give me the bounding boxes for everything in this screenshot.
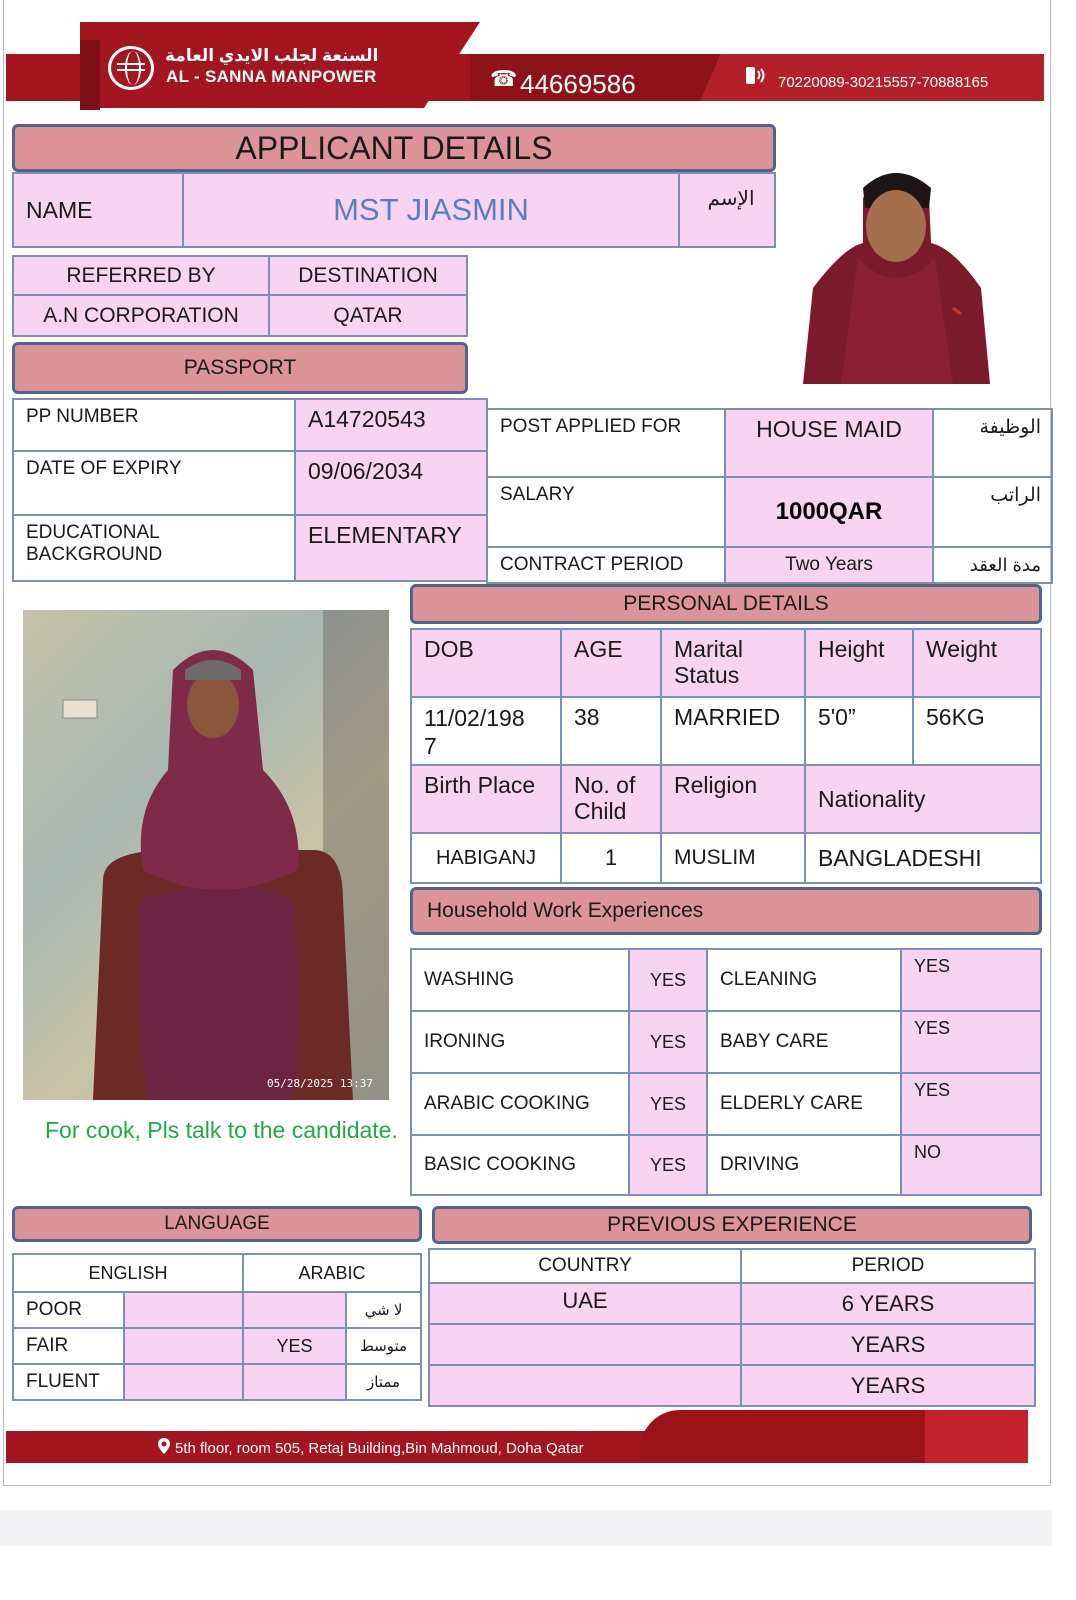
cooking-note: For cook, Pls talk to the candidate. <box>45 1117 398 1143</box>
personal-details-heading <box>410 584 1042 624</box>
alternate-phone-numbers: 70220089-30215557-70888165 <box>778 74 989 91</box>
poor-arabic <box>242 1291 347 1329</box>
language-heading <box>12 1206 422 1242</box>
pp-number-value: A14720543 <box>294 398 488 452</box>
previous-experience-heading <box>432 1206 1032 1244</box>
name-label-arabic: الإسم <box>707 188 755 210</box>
salary-label-arabic: الراتب <box>932 476 1053 548</box>
weight-header: Weight <box>912 628 1042 698</box>
dob-value <box>410 696 562 766</box>
language-title: LANGUAGE <box>164 1213 270 1234</box>
religion-value: MUSLIM <box>660 832 806 884</box>
elderly-care-answer: YES <box>900 1072 1042 1136</box>
age-value: 38 <box>560 696 662 766</box>
referred-by-value: A.N CORPORATION <box>12 294 270 337</box>
fluent-label-arabic: ممتاز <box>345 1363 422 1401</box>
applicant-full-length-photo <box>23 610 389 1100</box>
date-of-expiry-label: DATE OF EXPIRY <box>12 450 296 516</box>
no-of-child-header <box>560 764 662 834</box>
ironing-label: IRONING <box>410 1010 630 1074</box>
company-name: AL - SANNA MANPOWER <box>166 67 377 86</box>
applicant-details-title: APPLICANT DETAILS <box>235 129 553 166</box>
header-accent <box>80 40 100 110</box>
contract-label-arabic: مدة العقد <box>932 546 1053 584</box>
contract-period-value: Two Years <box>724 546 934 584</box>
baby-care-label: BABY CARE <box>706 1010 902 1074</box>
fair-english <box>123 1327 244 1365</box>
birth-place-value: HABIGANJ <box>410 832 562 884</box>
country-column-header: COUNTRY <box>428 1248 742 1284</box>
footer-accent-right <box>925 1410 1028 1463</box>
passport-title: PASSPORT <box>183 356 297 379</box>
educational-background-text: EDUCATIONAL BACKGROUND <box>26 522 163 565</box>
previous-period-1: 6 YEARS <box>740 1282 1036 1325</box>
page-margin <box>0 1510 1052 1546</box>
destination-value: QATAR <box>268 294 468 337</box>
office-address: 5th floor, room 505, Retaj Building,Bin Mahmoud, Doha Qatar <box>175 1440 584 1457</box>
applicant-portrait-photo <box>803 148 990 384</box>
poor-english <box>123 1291 244 1329</box>
photo-timestamp: 05/28/2025 13:37 <box>267 1077 373 1090</box>
poor-label: POOR <box>12 1291 125 1329</box>
location-pin-icon <box>158 1438 170 1459</box>
previous-country-1: UAE <box>428 1282 742 1325</box>
referred-by-label: REFERRED BY <box>12 255 270 296</box>
poor-label-arabic: لا شي <box>345 1291 422 1329</box>
basic-cooking-answer: YES <box>628 1134 708 1196</box>
washing-label: WASHING <box>410 948 630 1012</box>
marital-status-header <box>660 628 806 698</box>
applicant-name: MST JIASMIN <box>182 172 680 248</box>
cleaning-label: CLEANING <box>706 948 902 1012</box>
educational-background-label <box>12 514 296 582</box>
fluent-label: FLUENT <box>12 1363 125 1401</box>
fair-arabic: YES <box>242 1327 347 1365</box>
english-column-header: ENGLISH <box>12 1253 244 1293</box>
globe-logo-icon <box>108 46 154 90</box>
washing-answer: YES <box>628 948 708 1012</box>
destination-label: DESTINATION <box>268 255 468 296</box>
salary-label: SALARY <box>486 476 726 548</box>
mobile-phone-icon <box>744 65 766 92</box>
dob-header: DOB <box>410 628 562 698</box>
post-label-arabic: الوظيفة <box>932 408 1053 478</box>
arabic-column-header: ARABIC <box>242 1253 422 1293</box>
household-title: Household Work Experiences <box>427 899 704 922</box>
weight-value: 56KG <box>912 696 1042 766</box>
fair-label-arabic: متوسط <box>345 1327 422 1365</box>
contract-period-label: CONTRACT PERIOD <box>486 546 726 584</box>
marital-status-header-text: Marital Status <box>674 636 744 688</box>
driving-label: DRIVING <box>706 1134 902 1196</box>
marital-status-value: MARRIED <box>660 696 806 766</box>
driving-answer: NO <box>900 1134 1042 1196</box>
fluent-arabic <box>242 1363 347 1401</box>
dob-value-text: 11/02/1987 <box>424 705 525 759</box>
arabic-cooking-label: ARABIC COOKING <box>410 1072 630 1136</box>
no-of-child-header-text: No. of Child <box>574 772 636 824</box>
previous-country-3 <box>428 1364 742 1407</box>
ironing-answer: YES <box>628 1010 708 1074</box>
birth-place-header: Birth Place <box>410 764 562 834</box>
fair-label: FAIR <box>12 1327 125 1365</box>
arabic-cooking-answer: YES <box>628 1072 708 1136</box>
educational-background-value: ELEMENTARY <box>294 514 488 582</box>
main-phone-number: 44669586 <box>520 69 636 99</box>
elderly-care-label: ELDERLY CARE <box>706 1072 902 1136</box>
height-value: 5'0” <box>804 696 914 766</box>
nationality-value: BANGLADESHI <box>804 832 1042 884</box>
no-of-child-value: 1 <box>560 832 662 884</box>
applicant-details-heading <box>12 124 776 172</box>
cleaning-answer: YES <box>900 948 1042 1012</box>
height-header: Height <box>804 628 914 698</box>
period-column-header: PERIOD <box>740 1248 1036 1284</box>
personal-details-title: PERSONAL DETAILS <box>623 592 829 615</box>
baby-care-answer: YES <box>900 1010 1042 1074</box>
nationality-header: Nationality <box>804 764 1042 834</box>
post-applied-for-value: HOUSE MAID <box>724 408 934 478</box>
fluent-english <box>123 1363 244 1401</box>
previous-period-2: YEARS <box>740 1323 1036 1366</box>
previous-experience-title: PREVIOUS EXPERIENCE <box>607 1213 857 1236</box>
telephone-icon: ☎ <box>490 66 518 91</box>
date-of-expiry-value: 09/06/2034 <box>294 450 488 516</box>
post-applied-for-label: POST APPLIED FOR <box>486 408 726 478</box>
company-name-arabic: السنعة لجلب الايدي العامة <box>165 46 379 65</box>
age-header: AGE <box>560 628 662 698</box>
passport-heading <box>12 342 468 394</box>
basic-cooking-label: BASIC COOKING <box>410 1134 630 1196</box>
household-heading <box>410 887 1042 935</box>
religion-header: Religion <box>660 764 806 834</box>
salary-value: 1000QAR <box>724 476 934 548</box>
name-label: NAME <box>12 172 184 248</box>
previous-country-2 <box>428 1323 742 1366</box>
pp-number-label: PP NUMBER <box>12 398 296 452</box>
previous-period-3: YEARS <box>740 1364 1036 1407</box>
